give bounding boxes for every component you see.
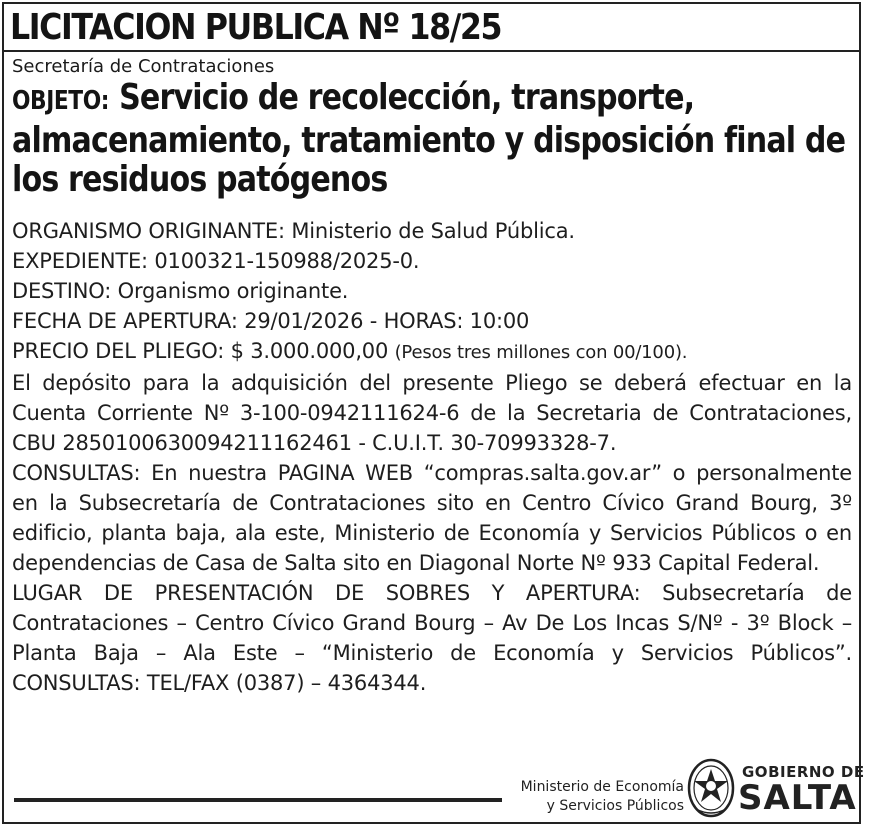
notice-body bbox=[12, 216, 852, 698]
precio-line bbox=[12, 336, 852, 368]
salta-logo-text: SALTA bbox=[738, 778, 857, 818]
precio-label: PRECIO DEL PLIEGO: $ 3.000.000,00 bbox=[12, 339, 389, 363]
footer-divider bbox=[14, 798, 502, 802]
fecha-apertura-line: FECHA DE APERTURA: 29/01/2026 - HORAS: 10:00 bbox=[12, 309, 530, 333]
object-text: Servicio de recolección, transporte, almacenamiento, tratamiento y disposición final de los residuos patógenos bbox=[12, 77, 846, 200]
destino-line: DESTINO: Organismo originante. bbox=[12, 279, 349, 303]
lugar-paragraph: LUGAR DE PRESENTACIÓN DE SOBRES Y APERTURA: Subsecretaría de Contrataciones – Centro Cívico Grand Bourg – Av De Los Incas S/Nº - 3º Block – Planta Baja – Ala Este – “Ministerio de Economía y Servicios Públicos”. CONSULTAS: TEL/FAX (0387) – 4364344. bbox=[12, 581, 852, 695]
ministry-name bbox=[508, 778, 684, 816]
ministry-line-2: y Servicios Públicos bbox=[546, 798, 684, 814]
organismo-line: ORGANISMO ORIGINANTE: Ministerio de Salud Pública. bbox=[12, 219, 575, 243]
expediente-line: EXPEDIENTE: 0100321-150988/2025-0. bbox=[12, 249, 420, 273]
title-box bbox=[2, 2, 861, 52]
object-label: OBJETO: bbox=[12, 86, 110, 116]
consultas-paragraph: CONSULTAS: En nuestra PAGINA WEB “compras.salta.gov.ar” o personalmente en la Subsecretaría de Contrataciones sito en Centro Cívico Grand Bourg, 3º edificio, planta baja, ala este, Ministerio de Economía y Servicios Públicos o en dependencias de Casa de Salta sito en Diagonal Norte Nº 933 Capital Federal. bbox=[12, 461, 852, 575]
notice-title: LICITACION PUBLICA Nº 18/25 bbox=[10, 7, 502, 48]
issuing-agency: Secretaría de Contrataciones bbox=[12, 56, 275, 77]
ministry-line-1: Ministerio de Economía bbox=[520, 779, 684, 795]
deposito-paragraph: El depósito para la adquisición del presente Pliego se deberá efectuar en la Cuenta Corriente Nº 3-100-0942111624-6 de la Secretaria de Contrataciones, CBU 2850100630094211162461 - C.U.I.T. 30-70993328-7. bbox=[12, 371, 852, 455]
precio-note: (Pesos tres millones con 00/100). bbox=[394, 342, 688, 363]
provincial-seal-icon bbox=[686, 757, 736, 819]
object-heading bbox=[12, 78, 857, 199]
gobierno-label: GOBIERNO DE bbox=[742, 763, 865, 781]
